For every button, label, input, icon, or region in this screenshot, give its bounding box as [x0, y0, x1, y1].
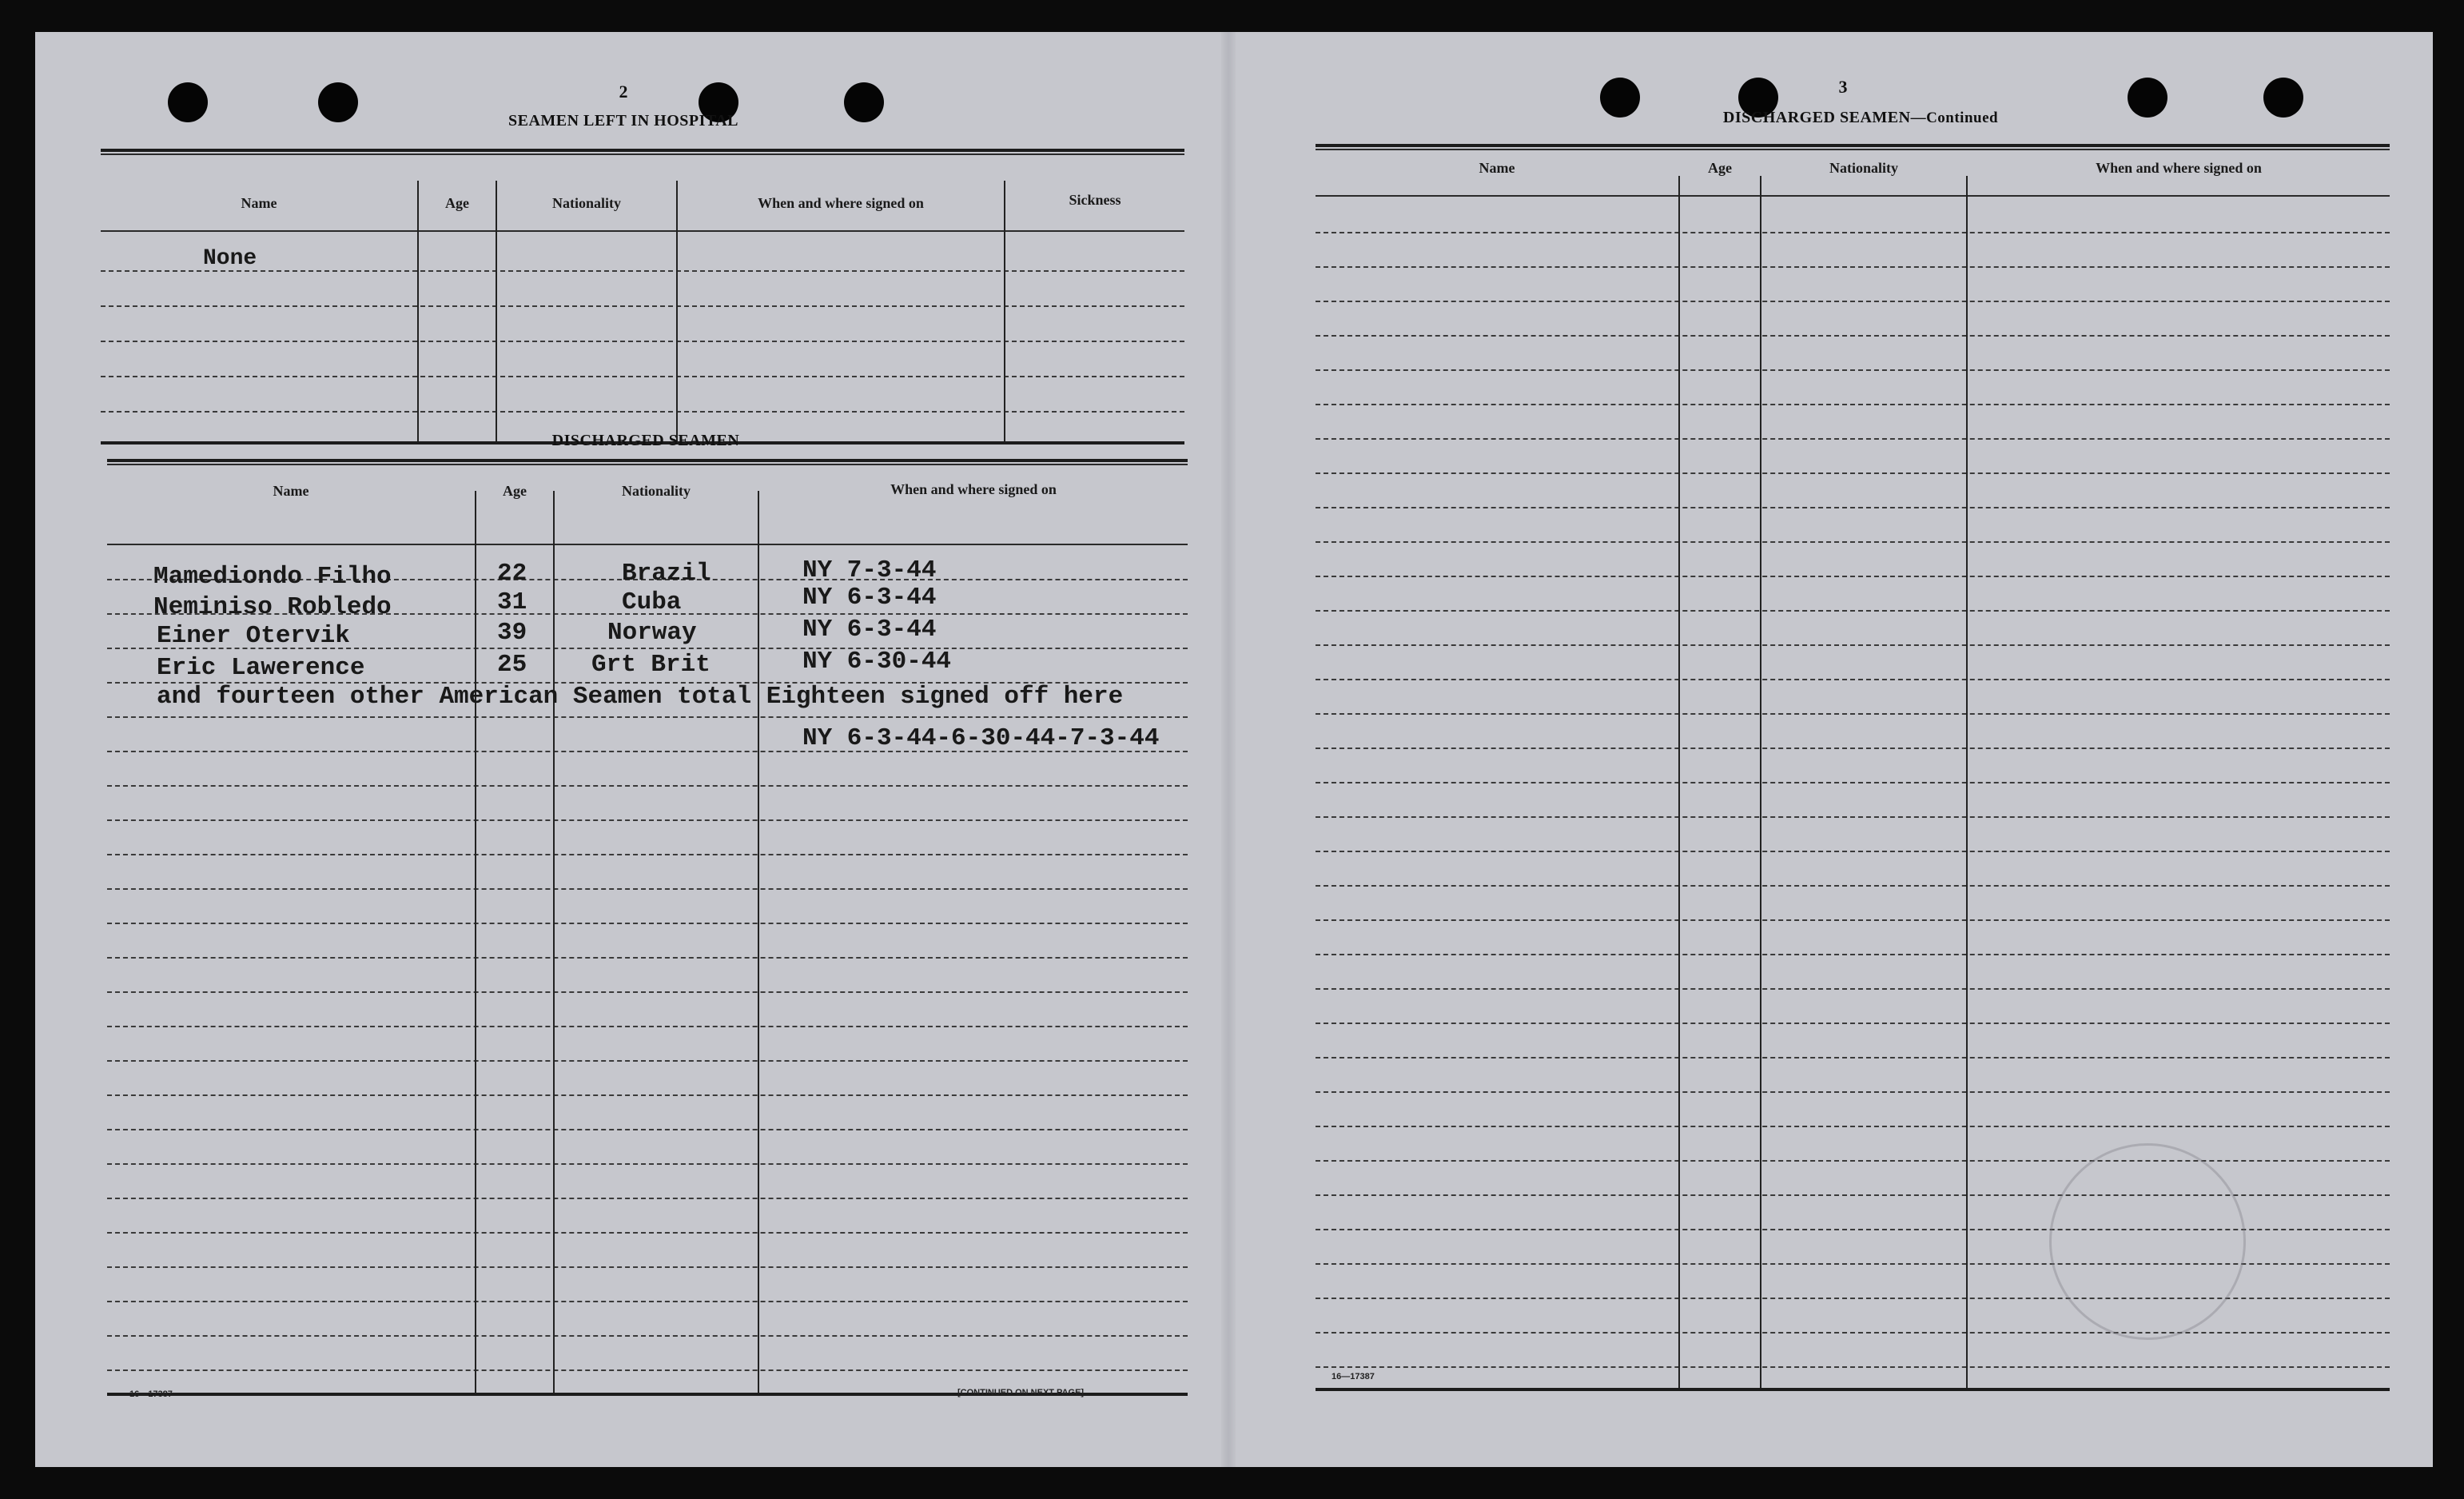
ruled-line: [107, 1369, 1188, 1371]
hospital-col-age: Age: [445, 195, 469, 211]
ruled-line: [107, 1026, 1188, 1027]
discharged-row-1-signed-on: NY 7-3-44: [802, 556, 937, 584]
ruled-line: [1316, 1298, 2390, 1299]
discharged-row-3-signed-on: NY 6-3-44: [802, 616, 937, 644]
discharged-row-2-name: Neminiso Robledo: [153, 593, 392, 621]
ruled-line: [1316, 954, 2390, 955]
ruled-line: [107, 1266, 1188, 1268]
ruled-line: [1316, 438, 2390, 440]
ruled-line: [107, 888, 1188, 890]
hospital-section-title: SEAMEN LEFT IN HOSPITAL: [508, 112, 739, 130]
punch-hole: [2128, 78, 2167, 118]
discharged-row-2-nationality: Cuba: [622, 588, 682, 616]
continued-title-suffix: —Continued: [1910, 110, 1999, 126]
hospital-col-sickness: Sickness: [1069, 192, 1121, 208]
ruled-line: [1316, 232, 2390, 233]
ruled-line: [1316, 576, 2390, 577]
ruled-line: [1316, 1023, 2390, 1024]
ruled-line: [1316, 1160, 2390, 1162]
discharged-row-4-signed-on: NY 6-30-44: [802, 648, 952, 676]
discharged-col-age: Age: [503, 483, 527, 499]
ruled-line: [107, 785, 1188, 787]
discharged-row-2-age: 31: [497, 588, 527, 616]
ruled-line: [1316, 404, 2390, 405]
discharged-row-4-name: Eric Lawerence: [157, 654, 365, 682]
discharged-row-3-age: 39: [497, 619, 527, 647]
ruled-line: [107, 1232, 1188, 1234]
ruled-line: [107, 854, 1188, 855]
discharged-summary-note: and fourteen other American Seamen total Eighteen signed off here: [157, 683, 1124, 711]
ruled-line: [107, 1094, 1188, 1096]
discharged-row-4-age: 25: [497, 651, 527, 679]
form-number-right: 16—17387: [1332, 1372, 1375, 1381]
discharged-row-1-age: 22: [497, 560, 527, 588]
discharged-row-4-nationality: Grt Brit: [591, 651, 711, 679]
ruled-line: [1316, 266, 2390, 268]
page-number: 3: [1838, 77, 1848, 97]
ruled-line: [107, 1301, 1188, 1302]
ruled-line: [107, 819, 1188, 821]
faint-stamp: [2049, 1143, 2246, 1340]
continued-col-age: Age: [1708, 160, 1732, 176]
ruled-line: [107, 1335, 1188, 1337]
ruled-line: [107, 1163, 1188, 1165]
ruled-line: [1316, 1126, 2390, 1127]
ruled-line: [1316, 1366, 2390, 1368]
discharged-row-2-signed-on: NY 6-3-44: [802, 584, 937, 612]
ruled-line: [1316, 885, 2390, 887]
ruled-line: [1316, 507, 2390, 508]
ruled-line: [1316, 816, 2390, 818]
discharged-summary-dates: NY 6-3-44-6-30-44-7-3-44: [802, 724, 1160, 752]
ruled-line: [1316, 782, 2390, 783]
hospital-table: [101, 149, 1184, 446]
ruled-line: [1316, 472, 2390, 474]
discharged-col-nationality: Nationality: [621, 483, 691, 499]
punch-hole: [844, 82, 884, 122]
discharged-row-1-name: Mamediondo Filho: [153, 563, 392, 591]
ruled-line: [1316, 713, 2390, 715]
ruled-line: [1316, 610, 2390, 612]
continued-title-main: DISCHARGED SEAMEN: [1722, 109, 1911, 126]
discharged-table: [107, 459, 1188, 1402]
ruled-line: [1316, 919, 2390, 921]
hospital-col-name: Name: [241, 195, 277, 211]
punch-hole: [1600, 78, 1640, 118]
ruled-line: [1316, 335, 2390, 337]
hospital-col-nationality: Nationality: [551, 195, 621, 211]
punch-hole: [168, 82, 208, 122]
ruled-line: [107, 991, 1188, 993]
page-number: 2: [619, 82, 628, 102]
hospital-entry-none: None: [203, 246, 257, 271]
ruled-line: [107, 1198, 1188, 1199]
ruled-line: [1316, 988, 2390, 990]
continued-col-name: Name: [1479, 160, 1515, 176]
ruled-line: [107, 957, 1188, 959]
ruled-line: [1316, 644, 2390, 646]
ledger-sheet: [35, 32, 2433, 1467]
form-number-left: 16—17387: [129, 1389, 173, 1399]
ruled-line: [107, 716, 1188, 718]
ruled-line: [1316, 679, 2390, 680]
ruled-line: [107, 1060, 1188, 1062]
ruled-line: [1316, 301, 2390, 302]
ruled-line: [1316, 1332, 2390, 1334]
ruled-line: [1316, 1057, 2390, 1058]
discharged-row-3-nationality: Norway: [607, 619, 697, 647]
hospital-col-signed-on: When and where signed on: [758, 195, 924, 211]
ruled-line: [1316, 541, 2390, 543]
ruled-line: [1316, 851, 2390, 852]
ruled-line: [1316, 748, 2390, 749]
continued-col-nationality: Nationality: [1829, 160, 1898, 176]
punch-hole: [318, 82, 358, 122]
punch-hole: [2263, 78, 2303, 118]
discharged-row-1-nationality: Brazil: [622, 560, 711, 588]
ruled-line: [107, 923, 1188, 924]
ruled-line: [1316, 1091, 2390, 1093]
discharged-col-signed-on: When and where signed on: [890, 481, 1057, 497]
ruled-line: [107, 1129, 1188, 1130]
continued-section-title: [1723, 109, 1998, 127]
continued-note: [CONTINUED ON NEXT PAGE]: [957, 1388, 1085, 1397]
discharged-row-3-name: Einer Otervik: [157, 622, 350, 650]
page-fold: [1221, 32, 1236, 1467]
continued-col-signed-on: When and where signed on: [2096, 160, 2262, 176]
discharged-col-name: Name: [273, 483, 309, 499]
ruled-line: [1316, 369, 2390, 371]
discharged-section-title: DISCHARGED SEAMEN: [551, 432, 740, 449]
